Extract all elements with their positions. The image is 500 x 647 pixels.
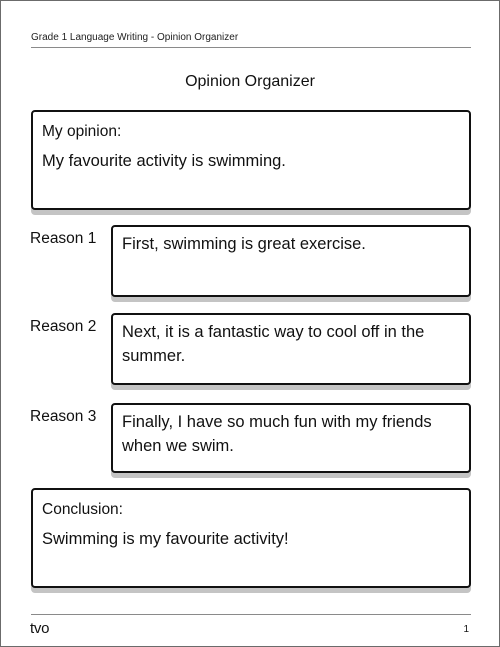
opinion-box <box>31 110 471 210</box>
opinion-text: My favourite activity is swimming. <box>42 152 286 170</box>
reason-2-label: Reason 2 <box>30 318 97 335</box>
reason-1-text: First, swimming is great exercise. <box>122 235 366 253</box>
reason-2-text: Next, it is a fantastic way to cool off in the summer. <box>122 323 425 365</box>
tvo-logo: tvo <box>30 620 50 637</box>
conclusion-label: Conclusion: <box>42 501 123 518</box>
footer-divider <box>31 614 471 615</box>
conclusion-text: Swimming is my favourite activity! <box>42 530 289 548</box>
conclusion-box <box>31 488 471 588</box>
reason-3-label: Reason 3 <box>30 408 97 425</box>
reason-2-box <box>111 313 471 385</box>
reason-1-label: Reason 1 <box>30 230 97 247</box>
header-divider <box>31 47 471 48</box>
opinion-label: My opinion: <box>42 123 122 140</box>
reason-3-text: Finally, I have so much fun with my friends when we swim. <box>122 413 432 455</box>
page-title: Opinion Organizer <box>185 73 315 90</box>
page-number: 1 <box>463 624 469 635</box>
reason-3-box <box>111 403 471 473</box>
reason-1-box <box>111 225 471 297</box>
header-text: Grade 1 Language Writing - Opinion Organizer <box>31 32 239 43</box>
